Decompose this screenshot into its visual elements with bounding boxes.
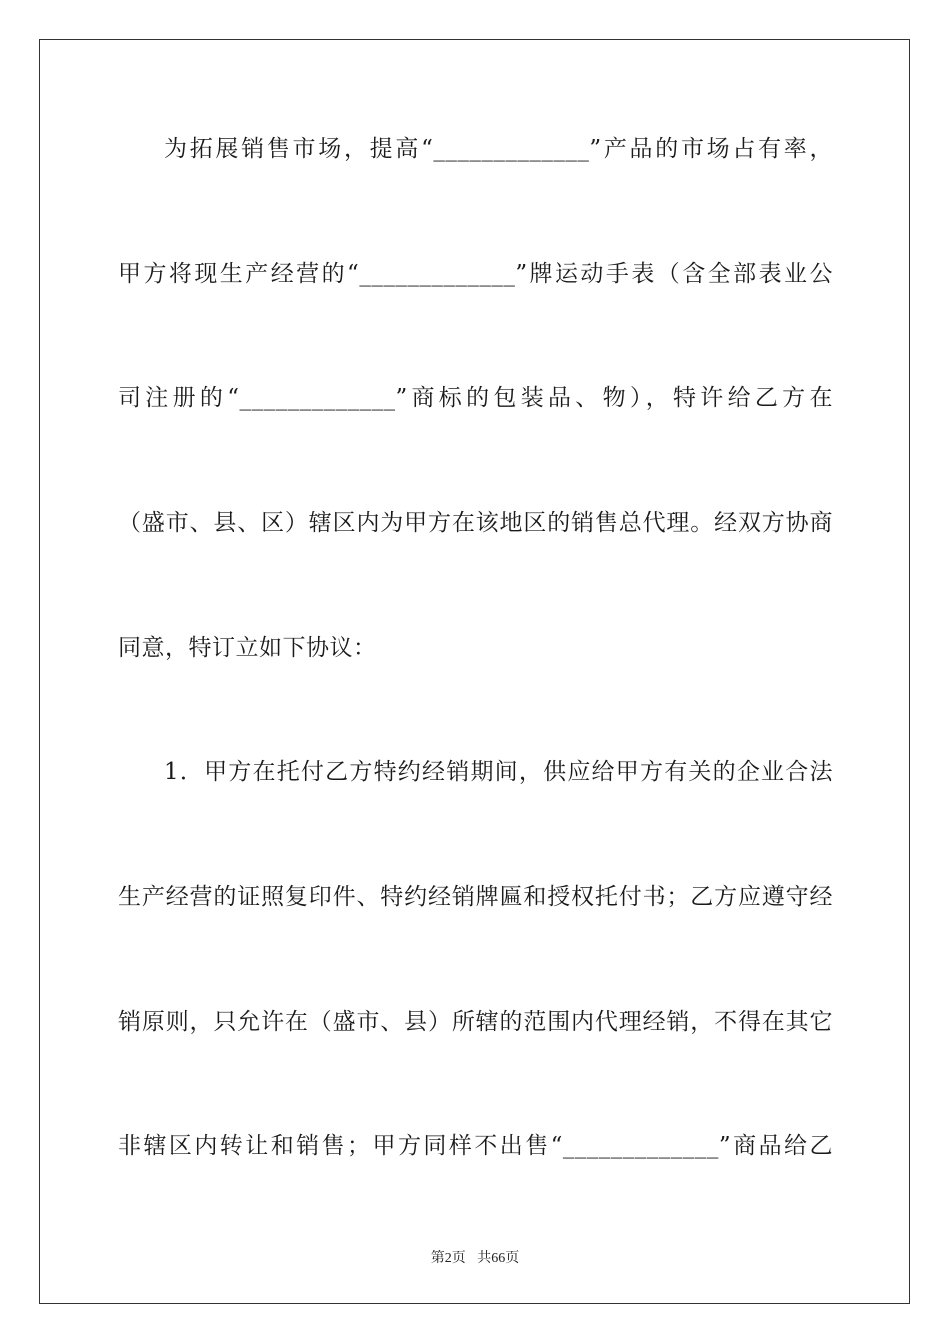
clause-line-1: 1．甲方在托付乙方特约经销期间，供应给甲方有关的企业合法 [164,759,833,785]
paragraph-line-4: （盛市、县、区）辖区内为甲方在该地区的销售总代理。经双方协商 [118,510,833,536]
page-number: 第2页 [430,1251,466,1266]
clause-line-4: 非辖区内转让和销售；甲方同样不出售“_____________”商品给乙 [118,1133,833,1159]
page-total: 共66页 [477,1251,520,1266]
paragraph-line-2: 甲方将现生产经营的“_____________”牌运动手表（含全部表业公 [118,261,833,287]
clause-line-2: 生产经营的证照复印件、特约经销牌匾和授权托付书；乙方应遵守经 [118,884,833,910]
paragraph-line-3: 司注册的“_____________”商标的包装品、物），特许给乙方在 [118,385,833,411]
page-border [39,39,910,1304]
paragraph-line-1: 为拓展销售市场，提高“_____________”产品的市场占有率， [164,136,833,162]
paragraph-line-5: 同意，特订立如下协议： [118,635,377,661]
clause-line-3: 销原则，只允许在（盛市、县）所辖的范围内代理经销，不得在其它 [118,1009,833,1035]
page-footer [0,1247,950,1267]
